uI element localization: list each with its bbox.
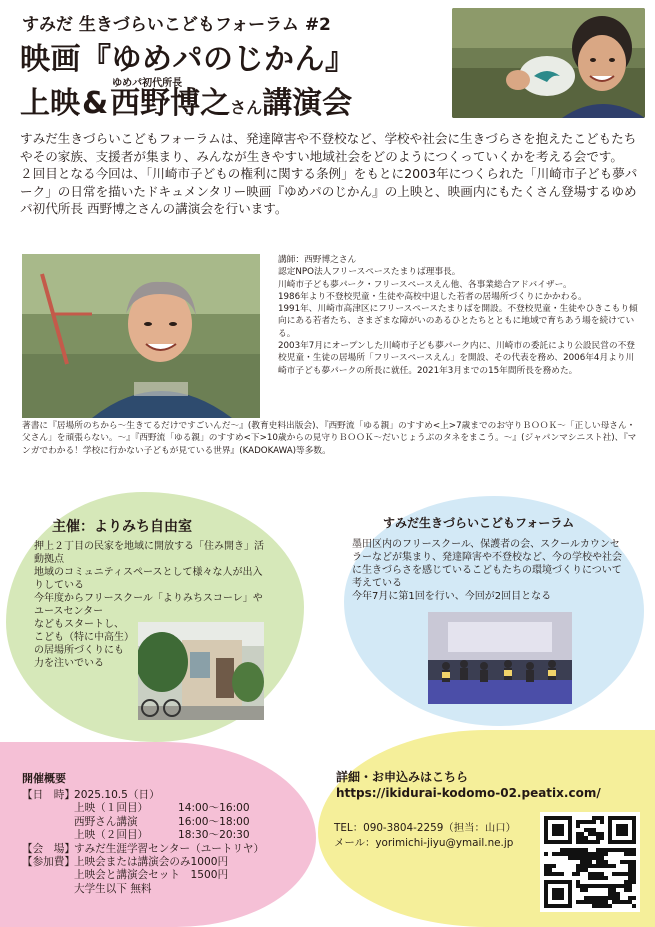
phone-number: TEL：090-3804-2259（担当：山口）	[334, 822, 517, 834]
date-label: 【日 時】	[22, 789, 75, 801]
series-title: すみだ 生きづらいこどもフォーラム #2	[22, 15, 331, 35]
house-photo	[138, 622, 264, 720]
host-line: 地域のコミュニティスペースとして様々な人が出入りしている	[34, 567, 263, 591]
honorific: さん	[230, 98, 263, 117]
overview-heading: 開催概要	[22, 772, 66, 785]
qr-code-icon[interactable]	[540, 812, 640, 912]
fee-row	[22, 869, 264, 882]
forum-line: 今年7月に第1回を行い、今回が2回目となる	[352, 591, 552, 602]
bio-line: 1986年より不登校児童・生徒や高校中退した若者の居場所づくりにかかわる。	[278, 291, 587, 302]
speaker-name-block	[110, 78, 230, 122]
fee-label: 【参加費】	[22, 856, 75, 869]
schedule-row	[22, 829, 264, 842]
overview-details	[22, 789, 264, 896]
details-heading: 詳細・お申込みはこちら	[336, 770, 469, 784]
speaker-name: 西野博之	[110, 86, 231, 121]
contact-info	[334, 821, 516, 851]
host-line: 力を注いでいる	[34, 658, 104, 669]
venue-label: 【会 場】	[22, 842, 75, 855]
fee-value: 大学生以下 無料	[74, 882, 152, 895]
bio-line: 講師：西野博之さん	[278, 255, 357, 265]
session-name: 上映（２回目）	[74, 829, 149, 842]
fee-value: 上映会と講演会セット 1500円	[74, 869, 229, 882]
speaker-bio	[278, 254, 638, 377]
host-line: 押上２丁目の民家を地域に開放する「住み開き」活動拠点	[34, 541, 264, 565]
forum-event-photo	[428, 612, 572, 704]
host-line: の居場所づくりにも	[34, 645, 124, 656]
bio-line: 川崎市子ども夢パーク・フリースペースえん他、各事業総合アドバイザー。	[278, 279, 572, 290]
child-photo	[452, 8, 645, 118]
books-list: 著書に『居場所のちから～生きてるだけですごいんだ～』(教育史料出版会)、『西野流「ゆる親」のすすめ<上>7歳までのお守りＢＯＯＫ～「正しい母さん・父さん」を頑張らない。～』『西野流「ゆる親」のすすめ<下>10歳からの見守りＢＯＯＫ～だいじょうぶのタネをまこう。～』(ジャパンマシニスト社)、『マンガでわかる！学校に行かない子どもが見ている世界』(KADOKAWA)等多数。	[22, 421, 637, 456]
speaker-role: ゆめパ初代所長	[112, 78, 183, 89]
bio-line: 1991年、川崎市高津区にフリースペースたまりばを開設。不登校児童・生徒やひきこもり傾向にある若者たち、さまざまな障がいのあるひとたちとともに地域で育ちあう場を続けている。	[278, 304, 638, 339]
venue-row	[22, 843, 264, 856]
event-title	[20, 78, 352, 122]
fee-row	[22, 856, 264, 869]
registration-link[interactable]: https://ikidurai-kodomo-02.peatix.com/	[336, 786, 601, 800]
email-address[interactable]: メール：yorimichi-jiyu@ymail.ne.jp	[334, 837, 514, 849]
screening-label: 上映	[20, 86, 80, 121]
intro-paragraph-1: すみだ生きづらいこどもフォーラムは、発達障害や不登校など、学校や社会に生きづらさを抱えたこどもたちやその家族、支援者が集まり、みんなが生きやすい地域社会をどのようにつくっていくかを考える会です。	[20, 131, 637, 164]
bio-line: 2003年7月にオープンした川崎市子ども夢パーク内に、川崎市の委託により公設民営の不登校児童・生徒の居場所「フリースペースえん」を開設、その代表を務め、2006年4月より川崎市子ども夢パークの所長に就任。2021年3月までの15年間所長を務めた。	[278, 341, 635, 376]
schedule-row	[22, 802, 264, 815]
host-line-part: スタートし、	[64, 619, 124, 630]
session-time: 14:00～16:00	[178, 802, 250, 815]
session-name: 上映（１回目）	[74, 802, 149, 815]
intro-paragraph-2: ２回目となる今回は、「川崎市子どもの権利に関する条例」をもとに2003年につくられた「川崎市子ども夢パーク」の日常を描いたドキュメンタリー映画『ゆめパのじかん』の上映と、映画内にもたくさん登場するゆめパ初代所長 西野博之さんの講演会を行います。	[20, 166, 638, 217]
session-time: 18:30～20:30	[178, 829, 250, 842]
forum-heading: すみだ生きづらいこどもフォーラム	[383, 516, 575, 530]
host-heading: 主催：よりみち自由室	[52, 519, 192, 535]
date-value: 2025.10.5（日）	[74, 789, 160, 801]
host-line: こども（特に中高生）	[34, 632, 134, 643]
forum-description	[352, 538, 622, 603]
forum-line: 墨田区内のフリースクール、保護者の会、スクールカウンセラーなどが集まり、発達障害や不登校など、今の学校や社会に生きづらさを感じているこどもたちの環境づくりについて考えている	[352, 539, 622, 589]
host-line-part: なども	[34, 619, 64, 630]
session-name: 西野さん講演	[74, 815, 138, 828]
intro-text	[20, 130, 638, 218]
ampersand: &	[82, 86, 109, 121]
fee-value: 上映会または講演会のみ1000円	[74, 856, 229, 869]
session-time: 16:00～18:00	[178, 815, 250, 828]
fee-row	[22, 883, 264, 896]
film-title: 映画『ゆめパのじかん』	[20, 42, 356, 77]
lecture-label: 講演会	[262, 86, 353, 121]
schedule-row	[22, 816, 264, 829]
venue-value: すみだ生涯学習センター（ユートリヤ）	[74, 842, 265, 855]
host-line: 今年度からフリースクール「よりみちスコーレ」やユースセンター	[34, 593, 263, 617]
speaker-portrait	[22, 254, 260, 418]
bio-line: 認定NPO法人フリースペースたまりば理事長。	[278, 267, 461, 278]
date-row	[22, 789, 264, 802]
